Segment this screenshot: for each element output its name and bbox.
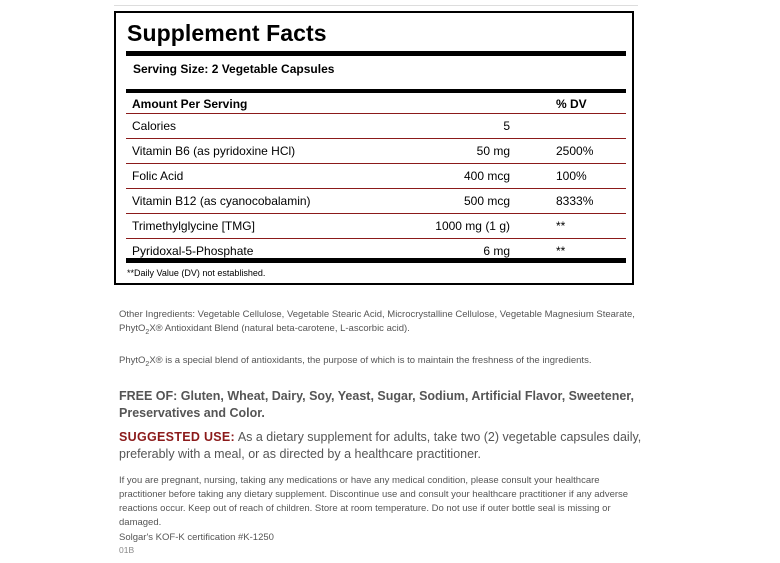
- facts-title: Supplement Facts: [127, 20, 327, 46]
- nutrient-dv: 8333%: [556, 194, 594, 208]
- free-of: FREE OF: Gluten, Wheat, Dairy, Soy, Yeast, Sugar, Sodium, Artificial Flavor, Sweetener, Preservatives and Color.: [119, 389, 634, 420]
- facts-table: [126, 93, 626, 263]
- phyto-note-text: is a special blend of antioxidants, the purpose of which is to maintain the freshness of the ingredients.: [162, 355, 592, 366]
- nutrient-amount: 5: [503, 119, 510, 133]
- table-row: [126, 164, 626, 189]
- nutrient-name: Folic Acid: [132, 169, 184, 183]
- nutrient-dv: 2500%: [556, 144, 594, 158]
- phyto-subscript: 2: [145, 328, 150, 336]
- suggested-use-label: SUGGESTED USE:: [119, 430, 236, 444]
- nutrient-dv: 100%: [556, 169, 587, 183]
- header-amount-per-serving: Amount Per Serving: [132, 97, 248, 111]
- phyto-suffix: X®: [149, 355, 163, 366]
- phyto-prefix: PhytO: [119, 355, 146, 366]
- nutrient-amount: 50 mg: [476, 144, 510, 158]
- header-dv: % DV: [556, 97, 587, 111]
- top-divider: [114, 5, 638, 6]
- product-code: 01B: [119, 545, 135, 555]
- serving-size: Serving Size: 2 Vegetable Capsules: [133, 62, 335, 76]
- nutrient-amount: 500 mcg: [463, 194, 510, 208]
- nutrient-name: Vitamin B6 (as pyridoxine HCl): [132, 144, 296, 158]
- nutrient-amount: 1000 mg (1 g): [435, 219, 510, 233]
- nutrient-name: Vitamin B12 (as cyanocobalamin): [132, 194, 311, 208]
- phyto-note: [119, 354, 649, 372]
- nutrient-amount: 400 mcg: [463, 169, 510, 183]
- nutrient-name: Calories: [132, 119, 177, 133]
- thick-divider: [126, 51, 626, 56]
- table-row: [126, 214, 626, 239]
- suggested-use-text: As a dietary supplement for adults, take two (2) vegetable capsules daily, preferably with a meal, or as directed by a healthcare practitioner.: [119, 430, 642, 461]
- nutrient-name: Pyridoxal-5-Phosphate: [132, 244, 254, 258]
- nutrient-dv: **: [556, 219, 566, 233]
- table-row: [126, 114, 626, 139]
- warning-text: If you are pregnant, nursing, taking any medications or have any medical condition, please consult your healthcare practitioner before taking any dietary supplement. Discontinue use and consult your healthcare practitioner if any adverse reactions occur. Keep out of reach of children. Store at room temperature. Do not use if outer bottle seal is missing or damaged.: [119, 475, 629, 528]
- phyto-subscript: 2: [145, 360, 150, 368]
- suggested-use: [119, 429, 649, 463]
- nutrient-dv: **: [556, 244, 566, 258]
- table-row: [126, 189, 626, 214]
- kof-certification: Solgar's KOF-K certification #K-1250: [119, 532, 274, 543]
- other-ingredients-line1: Other Ingredients: Vegetable Cellulose, Vegetable Stearic Acid, Microcrystalline Cellulose, Vegetable Magnesium Stearate,: [119, 309, 635, 320]
- thick-divider: [126, 258, 626, 263]
- phyto-suffix: X®: [149, 323, 163, 334]
- dv-footnote: **Daily Value (DV) not established.: [127, 268, 266, 278]
- nutrient-name: Trimethylglycine [TMG]: [132, 219, 255, 233]
- other-ingredients-line2: Antioxidant Blend (natural beta-carotene, L-ascorbic acid).: [162, 323, 410, 334]
- phyto-prefix: PhytO: [119, 323, 146, 334]
- table-header-row: [126, 93, 626, 114]
- other-ingredients: [119, 308, 649, 340]
- table-row: [126, 139, 626, 164]
- supplement-facts-panel: [114, 11, 634, 285]
- nutrient-amount: 6 mg: [483, 244, 510, 258]
